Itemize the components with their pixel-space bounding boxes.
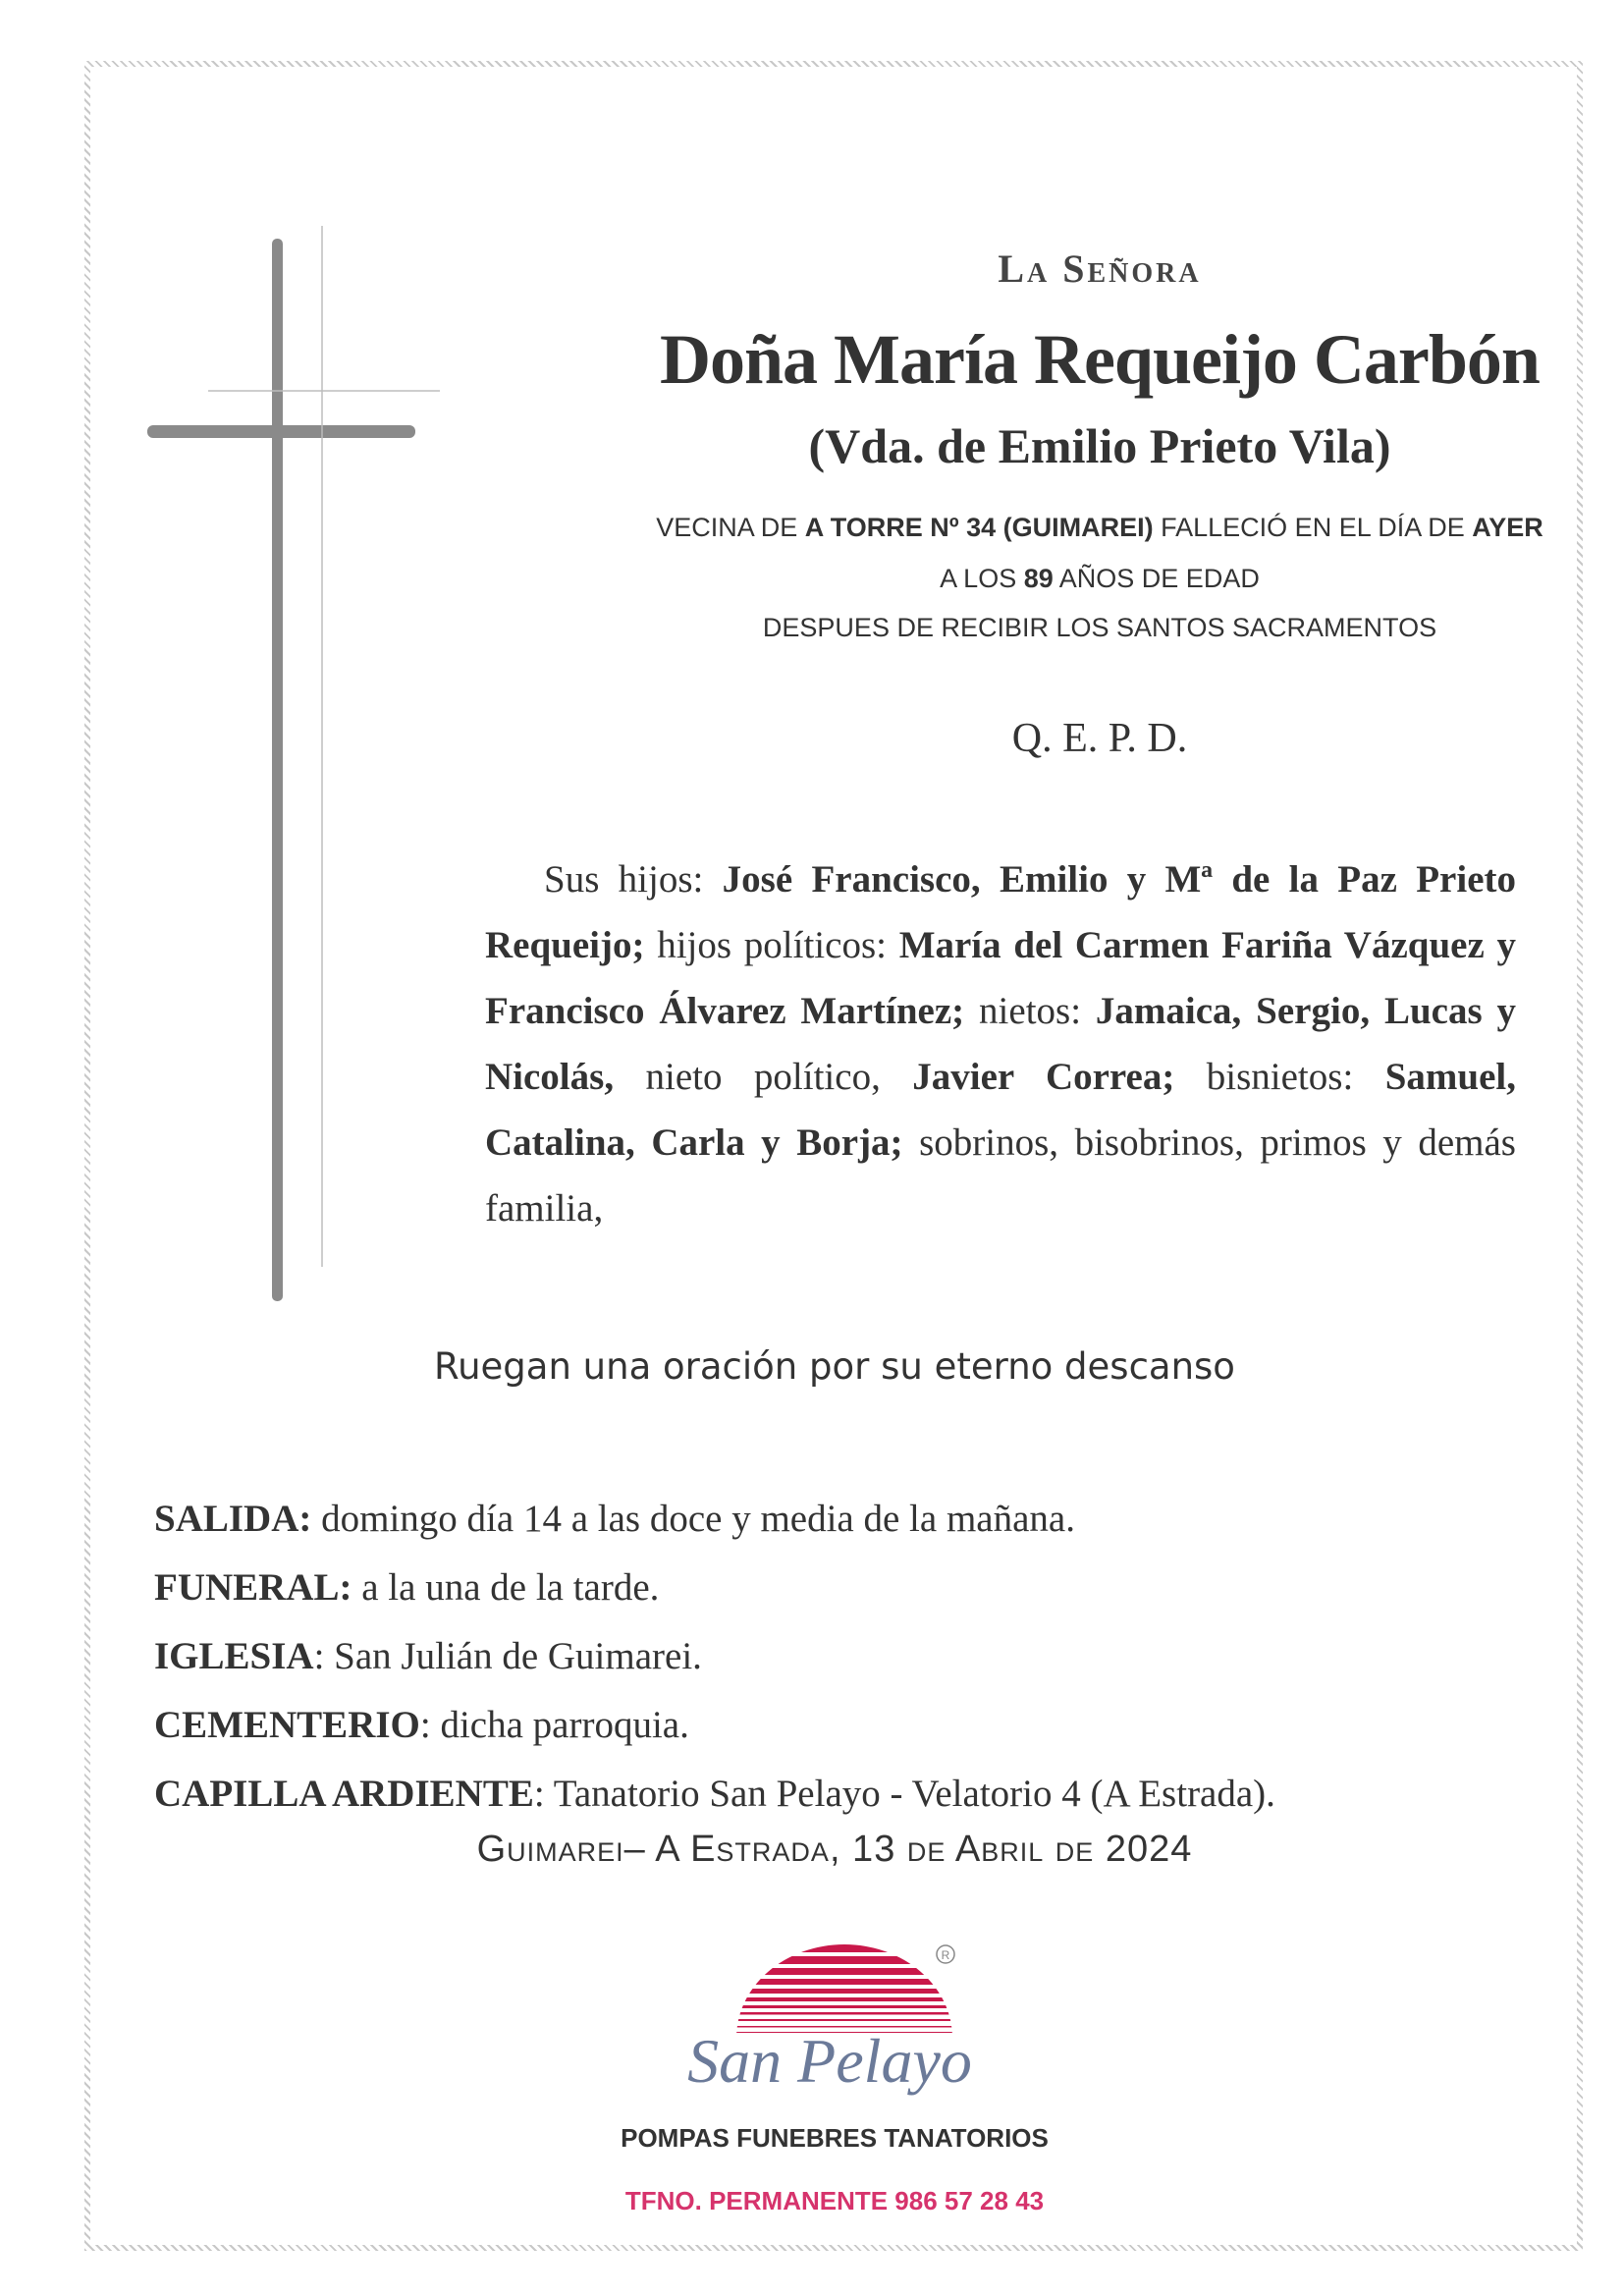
salutation: La Señora [998, 246, 1202, 291]
family-label: Sus hijos: [544, 858, 723, 901]
detail-salida [154, 1485, 1548, 1554]
family-names: Samuel, Catalina, Carla y Borja; [485, 1056, 1516, 1164]
family-paragraph [485, 847, 1516, 1241]
detail-value: : Tanatorio San Pelayo - Velatorio 4 (A Estrada). [533, 1773, 1275, 1815]
dateline: Guimarei– A Estrada, 13 de Abril de 2024 [476, 1829, 1193, 1870]
detail-value: : San Julián de Guimarei. [313, 1635, 702, 1677]
family-names: Javier Correa; [912, 1056, 1175, 1098]
prayer-request: Ruegan una oración por su eterno descanso [434, 1345, 1235, 1388]
info-age: 89 [1023, 564, 1054, 593]
info-day: AYER [1472, 513, 1543, 542]
san-pelayo-logo [668, 1935, 992, 2102]
phone-number: TFNO. PERMANENTE 986 57 28 43 [624, 2186, 1045, 2215]
detail-label: FUNERAL: [154, 1566, 352, 1609]
registered-mark: R [941, 1948, 950, 1962]
qepd: Q. E. P. D. [1011, 716, 1188, 761]
info-text: AÑOS DE EDAD [1053, 564, 1260, 593]
info-text: FALLECIÓ EN EL DÍA DE [1153, 513, 1473, 542]
family-label: bisnietos: [1174, 1056, 1385, 1098]
info-place: A TORRE Nº 34 (GUIMAREI) [804, 513, 1154, 542]
logo-text: San Pelayo [687, 2026, 972, 2096]
detail-iglesia [154, 1622, 1548, 1691]
detail-value: : dicha parroquia. [419, 1704, 689, 1746]
detail-capilla [154, 1760, 1548, 1829]
detail-label: CAPILLA ARDIENTE [154, 1773, 534, 1815]
info-text: VECINA DE [656, 513, 805, 542]
widow-of: (Vda. de Emilio Prieto Vila) [808, 418, 1391, 473]
info-line-3: DESPUES DE RECIBIR LOS SANTOS SACRAMENTOS [762, 613, 1437, 642]
detail-label: IGLESIA [154, 1635, 314, 1677]
family-names: José Francisco, Emilio y Mª de la Paz Prieto Requeijo; [485, 858, 1516, 966]
service-details [154, 1485, 1548, 1829]
family-label: nieto político, [614, 1056, 913, 1098]
info-line-1 [491, 513, 1623, 543]
info-line-2 [491, 564, 1623, 594]
family-label: nietos: [964, 990, 1096, 1032]
company-name: POMPAS FUNEBRES TANATORIOS [621, 2123, 1049, 2153]
family-names: Jamaica, Sergio, Lucas y Nicolás, [485, 990, 1517, 1098]
info-text: A LOS [940, 564, 1024, 593]
detail-funeral [154, 1554, 1548, 1622]
detail-label: SALIDA: [154, 1498, 312, 1540]
family-label: hijos políticos: [644, 924, 899, 966]
detail-value: domingo día 14 a las doce y media de la mañana. [311, 1498, 1075, 1540]
family-rest: sobrinos, bisobrinos, primos y demás familia, [485, 1121, 1516, 1230]
detail-value: a la una de la tarde. [352, 1566, 660, 1609]
deceased-name: Doña María Requeijo Carbón [660, 320, 1540, 399]
detail-label: CEMENTERIO [154, 1704, 420, 1746]
detail-cementerio [154, 1691, 1548, 1760]
family-names: María del Carmen Fariña Vázquez y Francisco Álvarez Martínez; [485, 924, 1517, 1032]
